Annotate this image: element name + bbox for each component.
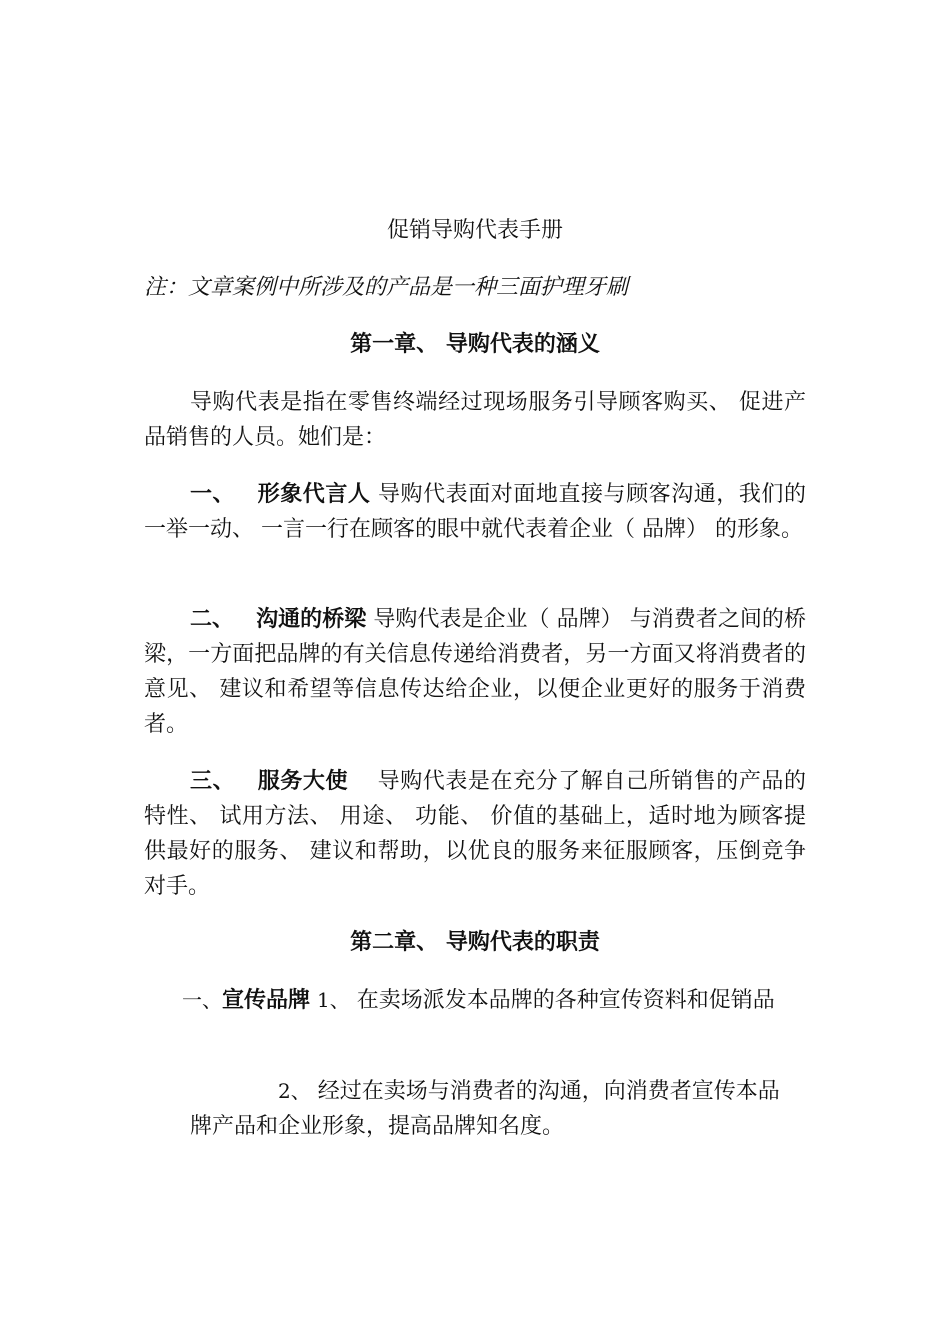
chapter-1-item-1 [144, 477, 806, 547]
item-title: 服务大使 [257, 769, 349, 794]
document-note: 注：文章案例中所涉及的产品是一种三面护理牙刷 [144, 275, 629, 300]
chapter-1-intro: 导购代表是指在零售终端经过现场服务引导顾客购买、 促进产品销售的人员。她们是： [144, 390, 806, 450]
sub-item-1-text: 在卖场派发本品牌的各种宣传资料和促销品 [356, 988, 775, 1013]
sub-item-2-number: 2、 [278, 1079, 311, 1103]
chapter-1-item-2 [144, 602, 806, 742]
item-number: 一、 [190, 482, 236, 507]
chapter-2-sub-item-2 [190, 1074, 794, 1144]
sub-item-1-number: 1、 [317, 988, 350, 1012]
item-title: 沟通的桥梁 [256, 607, 367, 632]
section-number: 一、 [182, 988, 222, 1012]
document-title: 促销导购代表手册 [386, 218, 563, 243]
item-text: 导购代表面对面地直接与顾客沟通，我们的一举一动、 一言一行在顾客的眼中就代表着企业（ 品牌） 的形象。 [144, 482, 806, 542]
item-text: 导购代表是在充分了解自己所销售的产品的特性、 试用方法、 用途、 功能、 价值的基础上，适时地为顾客提供最好的服务、 建议和帮助，以优良的服务来征服顾客，压倒竞争对手。 [144, 769, 806, 899]
item-title: 形象代言人 [257, 482, 371, 507]
chapter-2-heading: 第二章、 导购代表的职责 [350, 930, 600, 955]
chapter-1-item-3 [144, 764, 806, 904]
chapter-1-heading: 第一章、 导购代表的涵义 [350, 332, 600, 357]
sub-item-2-text: 经过在卖场与消费者的沟通，向消费者宣传本品牌产品和企业形象，提高品牌知名度。 [190, 1079, 780, 1139]
item-number: 三、 [190, 769, 236, 794]
chapter-2-section-1 [182, 983, 792, 1018]
item-number: 二、 [190, 607, 235, 632]
item-text: 导购代表是企业（ 品牌） 与消费者之间的桥梁，一方面把品牌的有关信息传递给消费者，另一方面又将消费者的意见、 建议和希望等信息传达给企业，以便企业更好的服务于消费者。 [144, 607, 806, 737]
section-title: 宣传品牌 [222, 988, 311, 1013]
